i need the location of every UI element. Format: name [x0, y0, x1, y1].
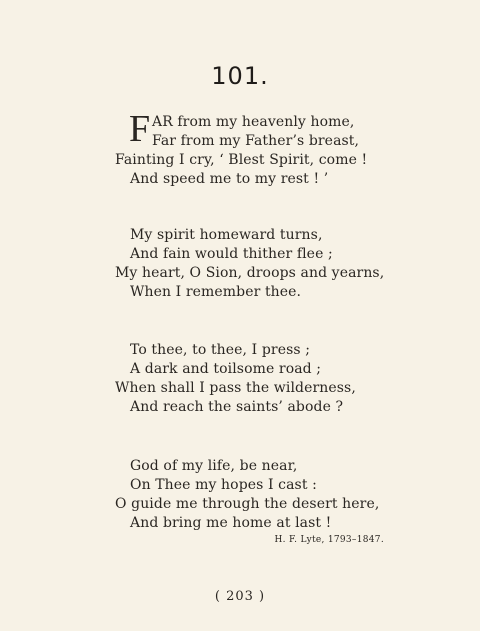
- stanza-line: When I remember thee.: [130, 284, 302, 300]
- stanza-line-text: Fainting I cry, ‘ Blest Spirit, come !: [115, 152, 368, 168]
- stanza-line: When shall I pass the wilderness,: [115, 380, 356, 396]
- stanza-line: My spirit homeward turns,: [130, 227, 323, 243]
- stanza-4: [115, 457, 415, 533]
- stanza-line: And bring me home at last !: [130, 515, 332, 531]
- stanza-line: And fain would thither flee ;: [130, 246, 333, 262]
- drop-cap: F: [129, 108, 151, 150]
- stanza-line: [115, 170, 415, 189]
- stanza-line: God of my life, be near,: [130, 458, 298, 474]
- stanza-line: My heart, O Sion, droops and yearns,: [115, 265, 385, 281]
- hymn-number: 101.: [211, 62, 269, 90]
- stanza-line: And reach the saints’ abode ?: [130, 399, 344, 415]
- stanza-line: [115, 151, 415, 170]
- stanza-line: A dark and toilsome road ;: [130, 361, 322, 377]
- stanza-line-text: And speed me to my rest ! ’: [130, 171, 329, 187]
- stanza-3: [115, 341, 415, 417]
- stanza-1: [115, 108, 415, 189]
- page-number: ( 203 ): [214, 589, 266, 604]
- stanza-2: [115, 226, 415, 302]
- stanza-line: On Thee my hopes I cast :: [130, 477, 317, 493]
- stanza-line: O guide me through the desert here,: [115, 496, 380, 512]
- author-attribution: H. F. Lyte, 1793–1847.: [274, 535, 384, 545]
- stanza-line-text: AR from my heavenly home,: [152, 114, 355, 130]
- stanza-line: To thee, to thee, I press ;: [130, 342, 311, 358]
- stanza-line-text: Far from my Father’s breast,: [152, 133, 360, 149]
- stanza-line: [115, 132, 415, 151]
